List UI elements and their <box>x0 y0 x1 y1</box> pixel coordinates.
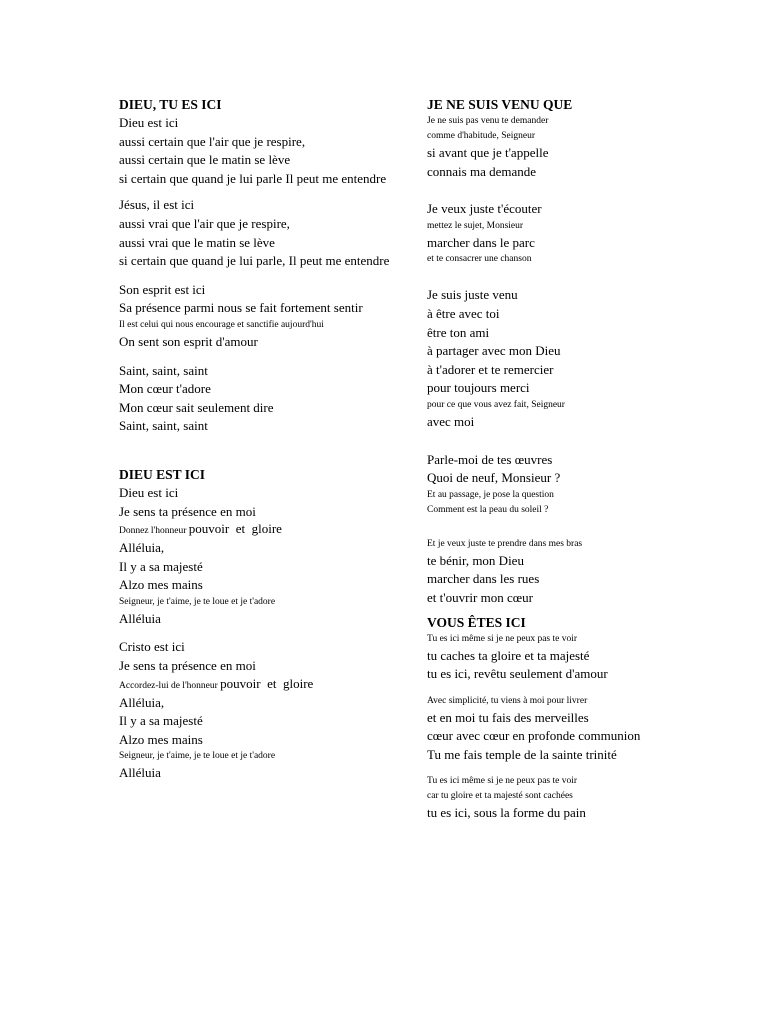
stanza <box>427 286 757 431</box>
lyric-line: Tu me fais temple de la sainte trinité <box>427 746 617 762</box>
lyric-line: Je suis juste venu <box>427 287 518 303</box>
stanza <box>427 774 757 823</box>
lyric-line: pour toujours merci <box>427 380 530 396</box>
lyric-line: Seigneur, je t'aime, je te loue et je t'adore <box>119 751 276 762</box>
lyric-line: Tu es ici même si je ne peux pas te voir <box>427 633 578 644</box>
song-title: DIEU, TU ES ICI <box>119 97 222 112</box>
lyric-line: Sa présence parmi nous se fait fortement sentir <box>119 300 363 316</box>
lyric-line: cœur avec cœur en profonde communion <box>427 728 641 744</box>
lyric-line: Tu es ici même si je ne peux pas te voir <box>427 776 578 787</box>
lyric-line: Alléluia <box>119 610 161 626</box>
lyric-line: et en moi tu fais des merveilles <box>427 709 589 725</box>
lyric-line: Saint, saint, saint <box>119 362 208 378</box>
lyric-line: aussi certain que le matin se lève <box>119 152 291 168</box>
lyric-line: et t'ouvrir mon cœur <box>427 589 533 605</box>
lyric-text: Accordez-lui de l'honneur <box>119 680 221 691</box>
lyric-line: tu es ici, revêtu seulement d'amour <box>427 666 608 682</box>
song <box>119 96 419 436</box>
lyric-line: Saint, saint, saint <box>119 418 208 434</box>
lyric-line: tu es ici, sous la forme du pain <box>427 805 586 821</box>
lyric-line: On sent son esprit d'amour <box>119 333 258 349</box>
lyric-line: Quoi de neuf, Monsieur ? <box>427 470 561 486</box>
lyric-line: marcher dans les rues <box>427 571 540 587</box>
lyric-line: car tu gloire et ta majesté sont cachées <box>427 791 573 802</box>
lyric-line: à partager avec mon Dieu <box>427 343 561 359</box>
lyric-line: Et au passage, je pose la question <box>427 489 554 500</box>
lyric-line: avec moi <box>427 413 475 429</box>
lyric-line: aussi certain que l'air que je respire, <box>119 133 306 149</box>
lyric-line: Je veux juste t'écouter <box>427 201 542 217</box>
stanza <box>427 632 757 684</box>
song <box>119 466 419 783</box>
lyric-line: Mon cœur sait seulement dire <box>119 399 274 415</box>
lyric-line: tu caches ta gloire et ta majesté <box>427 647 590 663</box>
lyric-line: Il y a sa majesté <box>119 558 203 574</box>
lyric-line: et te consacrer une chanson <box>427 254 532 265</box>
lyric-line: Parle-moi de tes œuvres <box>427 451 553 467</box>
lyric-line: Alléluia <box>119 765 161 781</box>
lyric-line: à être avec toi <box>427 305 500 321</box>
lyric-line: Dieu est ici <box>119 115 179 130</box>
song <box>427 614 757 824</box>
lyric-line: à t'adorer et te remercier <box>427 361 554 377</box>
lyric-line: si avant que je t'appelle <box>427 145 549 160</box>
stanza <box>427 694 757 765</box>
stanza <box>119 196 419 270</box>
lyric-line <box>119 676 419 694</box>
lyric-line: Alzo mes mains <box>119 731 203 747</box>
lyric-text: pouvoir et gloire <box>188 521 282 537</box>
lyric-line: Je sens ta présence en moi <box>119 503 256 519</box>
lyric-line: Alléluia, <box>119 694 165 710</box>
lyric-line: Son esprit est ici <box>119 281 206 297</box>
lyric-line: être ton ami <box>427 324 490 340</box>
lyric-line: Il y a sa majesté <box>119 713 203 729</box>
right-column <box>427 96 757 823</box>
lyric-line: si certain que quand je lui parle, Il peut me entendre <box>119 253 390 269</box>
stanza <box>119 114 419 188</box>
stanza <box>119 638 419 783</box>
lyric-line: Il est celui qui nous encourage et sanctifie aujourd'hui <box>119 319 324 330</box>
lyric-line: connais ma demande <box>427 163 537 179</box>
stanza <box>119 362 419 436</box>
lyric-line: pour ce que vous avez fait, Seigneur <box>427 399 565 410</box>
lyric-line: Je ne suis pas venu te demander <box>427 116 549 126</box>
lyric-line <box>119 521 419 539</box>
lyric-line: Alléluia, <box>119 540 165 556</box>
lyric-line: Avec simplicité, tu viens à moi pour livrer <box>427 695 588 706</box>
stanza <box>427 114 757 181</box>
stanza <box>427 537 757 608</box>
song-title: DIEU EST ICI <box>119 466 206 482</box>
lyric-text: pouvoir et gloire <box>220 675 314 691</box>
lyric-line: Cristo est ici <box>119 639 185 655</box>
lyric-line: aussi vrai que l'air que je respire, <box>119 215 290 231</box>
lyric-line: si certain que quand je lui parle Il peut me entendre <box>119 170 387 186</box>
lyric-line: Seigneur, je t'aime, je te loue et je t'adore <box>119 596 276 607</box>
lyric-line: mettez le sujet, Monsieur <box>427 220 524 231</box>
lyric-line: Alzo mes mains <box>119 577 203 593</box>
lyric-line: Mon cœur t'adore <box>119 381 211 397</box>
stanza <box>119 281 419 352</box>
song <box>427 96 757 608</box>
lyric-line: comme d'habitude, Seigneur <box>427 131 536 141</box>
lyric-line: te bénir, mon Dieu <box>427 552 524 568</box>
lyric-line: Et je veux juste te prendre dans mes bras <box>427 538 583 549</box>
lyric-line: Dieu est ici <box>119 484 179 500</box>
stanza <box>427 200 757 267</box>
lyric-line: marcher dans le parc <box>427 234 535 250</box>
song-title: VOUS ÊTES ICI <box>427 614 526 630</box>
lyric-text: Donnez l'honneur <box>119 526 189 537</box>
lyric-line: aussi vrai que le matin se lève <box>119 234 275 250</box>
stanza <box>427 451 757 518</box>
lyric-line: Comment est la peau du soleil ? <box>427 504 549 515</box>
song-title: JE NE SUIS VENU QUE <box>427 97 573 112</box>
left-column <box>119 96 419 783</box>
lyric-line: Je sens ta présence en moi <box>119 658 256 674</box>
lyric-line: Jésus, il est ici <box>119 197 195 213</box>
stanza <box>119 484 419 629</box>
